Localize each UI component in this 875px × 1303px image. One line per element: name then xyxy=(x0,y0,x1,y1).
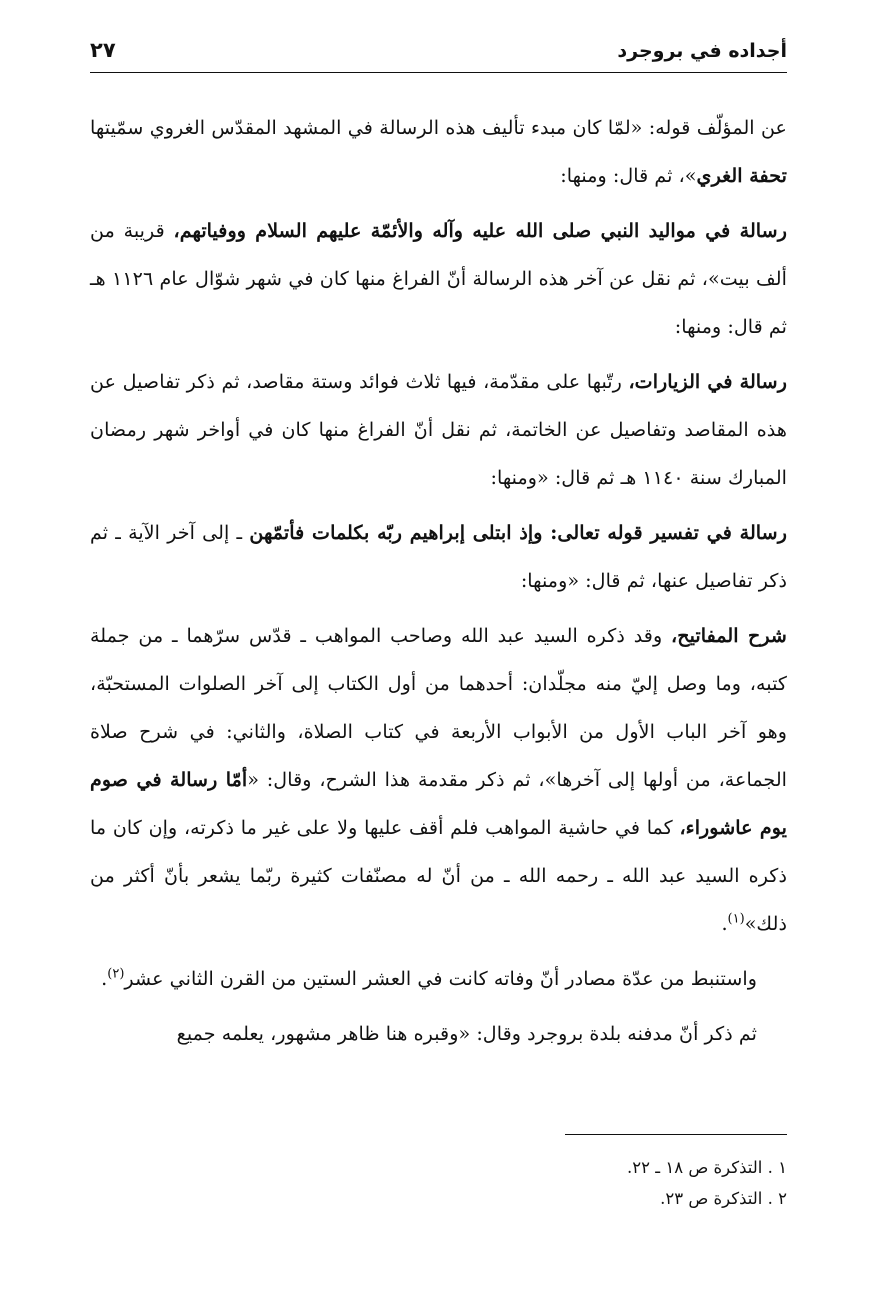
footnote-separator xyxy=(565,1134,787,1135)
treatise-ziyarat-title: رسالة في الزيارات، xyxy=(628,370,787,393)
footnotes xyxy=(90,1152,787,1214)
paragraph-4: رسالة في تفسير قوله تعالى: وإذ ابتلى إبراهيم ربّه بكلمات فأتمّهن ـ إلى آخر الآية ـ ثم ذكر تفاصيل عنها، ثم قال: «ومنها: xyxy=(90,521,787,592)
treatise-ashura-title: أمّا رسالة في صوم يوم عاشوراء، xyxy=(90,768,787,839)
footnote-ref-2: (٢) xyxy=(107,966,125,982)
book-title-tuhfat-al-ghari: تحفة الغري xyxy=(696,164,787,187)
treatise-mawalid-title: رسالة في مواليد النبي صلى الله عليه وآله والأئمّة عليهم السلام ووفياتهم، xyxy=(173,219,787,242)
paragraph-6: واستنبط من عدّة مصادر أنّ وفاته كانت في العشر الستين من القرن الثاني عشر$^{(٢)}$. xyxy=(101,966,757,990)
sharh-al-mafatih-title: شرح المفاتيح، xyxy=(671,624,787,647)
paragraph-5: شرح المفاتيح، وقد ذكره السيد عبد الله وصاحب المواهب ـ قدّس سرّهما ـ من جملة كتبه، وما وصل إليّ منه مجلّدان: أحدهما من أول الكتاب إلى آخر الصلوات المستحبّة، وهو آخر الباب الأول من الأبواب الأربعة في كتاب الصلاة، والثاني: في شرح صلاة الجماعة، من أولها إلى آخرها»، ثم ذكر مقدمة هذا الشرح، وقال: «أمّا رسالة في صوم يوم عاشوراء، كما في حاشية المواهب فلم أقف عليها ولا على غير ما ذكرته، وإن كان ما ذكره السيد عبد الله ـ رحمه الله ـ من أنّ له مصنّفات كثيرة ربّما يشعر بأنّ أكثر من ذلك»$^{(١)}$. xyxy=(90,624,787,935)
footnote-1: ١ . التذكرة ص ١٨ ـ ٢٢. xyxy=(627,1158,787,1177)
treatise-tafsir-title: رسالة في تفسير قوله تعالى: وإذ ابتلى إبراهيم ربّه بكلمات فأتمّهن xyxy=(249,521,787,544)
paragraph-1: عن المؤلّف قوله: «لمّا كان مبدء تأليف هذه الرسالة في المشهد المقدّس الغروي سمّيتها تحفة الغري»، ثم قال: ومنها: xyxy=(90,116,787,187)
paragraph-7: ثم ذكر أنّ مدفنه بلدة بروجرد وقال: «وقبره هنا ظاهر مشهور، يعلمه جميع xyxy=(176,1022,757,1045)
running-header xyxy=(90,38,787,73)
footnote-ref-1: (١) xyxy=(727,911,745,927)
paragraph-3: رسالة في الزيارات، رتّبها على مقدّمة، فيها ثلاث فوائد وستة مقاصد، ثم ذكر تفاصيل عن هذه المقاصد وتفاصيل عن الخاتمة، ثم نقل أنّ الفراغ منها كان في أواخر شهر رمضان المبارك سنة ١١٤٠ هـ ثم قال: «ومنها: xyxy=(90,370,787,489)
footnote-2: ٢ . التذكرة ص ٢٣. xyxy=(660,1189,787,1208)
page-number: ٢٧ xyxy=(90,38,116,62)
paragraph-2: رسالة في مواليد النبي صلى الله عليه وآله والأئمّة عليهم السلام ووفياتهم، قريبة من ألف بيت»، ثم نقل عن آخر هذه الرسالة أنّ الفراغ منها كان في شهر شوّال عام ١١٢٦ هـ ثم قال: ومنها: xyxy=(90,219,787,338)
running-title: أجداده في بروجرد xyxy=(617,40,787,62)
main-text xyxy=(90,104,787,1065)
